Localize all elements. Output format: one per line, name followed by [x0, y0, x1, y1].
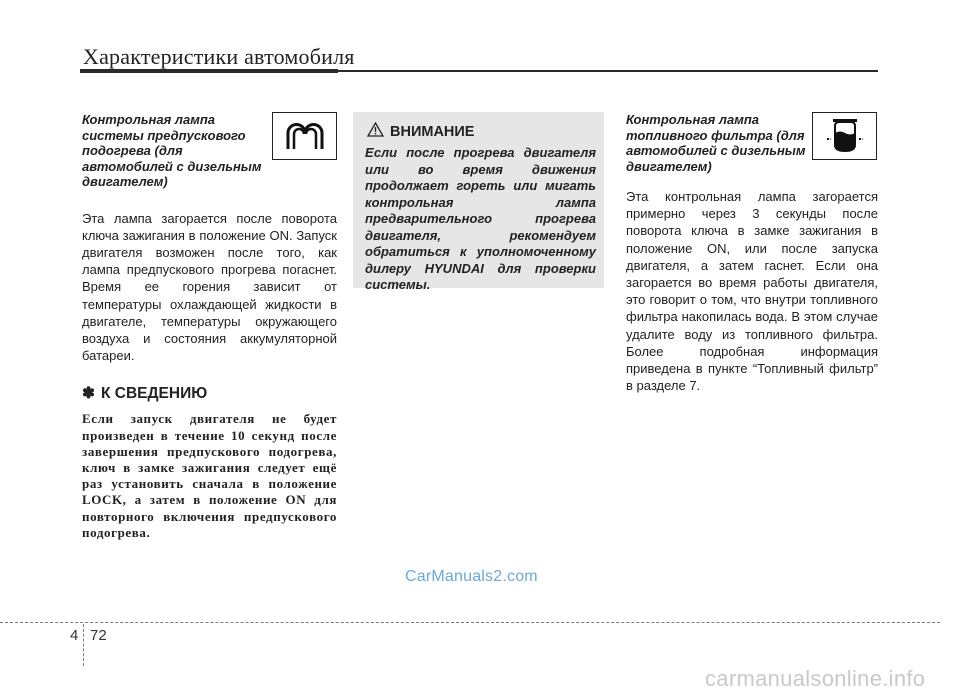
glow-lamp-heading: Контрольная лампа системы предпускового подогрева (для автомобилей с дизельным двигателем): [82, 112, 262, 189]
fuel-filter-water-indicator-icon: [812, 112, 877, 160]
fuel-filter-heading: Контрольная лампа топливного фильтра (для автомобилей с дизельным двигателем): [626, 112, 806, 174]
header-rule-thin: [338, 70, 878, 72]
warning-body: Если после прогрева двигателя или во время движения продолжает гореть или мигать контрольная лампа предварительного прогрева двигателя, рекомендуем обратиться к уполномоченному дилеру HYUNDAI для проверки системы.: [365, 145, 596, 292]
footer-dashed-rule: [0, 622, 940, 623]
left-column: [82, 112, 337, 541]
glow-plug-indicator-icon: [272, 112, 337, 160]
glow-lamp-description: Эта лампа загорается после поворота ключа зажигания в положение ON. Запуск двигателя возможен после того, как лампа предпускового прогрева погаснет. Время ее горения зависит от температуры охлаждающей жидкости в двигателе, температуры окружающего воздуха и состояния аккумуляторной батареи.: [82, 210, 337, 364]
watermark-carmanualsonline: carmanualsonline.info: [705, 666, 926, 691]
header-rule-thick: [80, 69, 338, 73]
watermark-carmanuals2: CarManuals2.com: [405, 568, 538, 585]
fuel-filter-description: Эта контрольная лампа загорается примерно через 3 секунды после поворота ключа в замке зажигания в положение ON, или после запуска двигателя, а затем гаснет. Если она загорается во время работы двигателя, это говорит о том, что внутри топливного фильтра накопилась вода. В этом случае удалите воду из топливного фильтра. Более подробная информация приведена в пункте “Топливный фильтр” в разделе 7.: [626, 189, 878, 394]
footer-dashed-divider: [83, 624, 84, 666]
warning-heading: [367, 122, 474, 141]
note-heading: [82, 384, 337, 403]
note-title: К СВЕДЕНИЮ: [101, 384, 208, 402]
warning-box: [353, 112, 604, 292]
warning-triangle-icon: [367, 122, 384, 141]
page-header-title: Характеристики автомобиля: [83, 44, 355, 69]
note-asterisk-icon: ✽: [82, 385, 95, 403]
chapter-number: 4: [70, 627, 79, 644]
warning-title: ВНИМАНИЕ: [390, 123, 475, 140]
note-body: Если запуск двигателя не будет произведен в течение 10 секунд после завершения предпускового подогрева, ключ в замке зажигания следует ещё раз установить сначала в положение LOCK, а затем в положение ON для повторного включения предпускового подогрева.: [82, 411, 337, 540]
page-number: 72: [90, 627, 107, 644]
